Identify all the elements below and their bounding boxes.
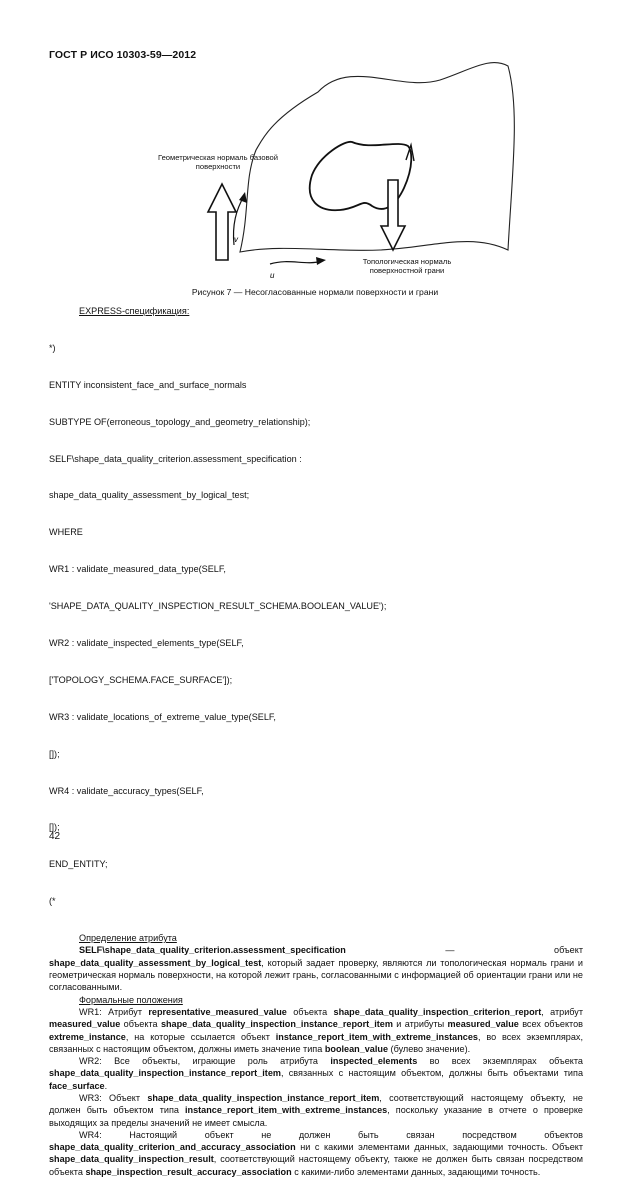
code-line: WHERE [49, 527, 83, 538]
code-line: END_ENTITY; [49, 859, 108, 870]
code-line: []); [49, 822, 60, 833]
rule-wr3: WR3: Объект shape_data_quality_inspection_instance_report_item, соответствующий настоящему объекту, не должен быть объектом типа instance_report_item_with_extreme_instances, поскольку указание в отчете о проверке выходящих за пределы значений не имеет смысла. [49, 1093, 583, 1128]
code-line: WR2 : validate_inspected_elements_type(SELF, [49, 638, 244, 649]
code-line: ENTITY inconsistent_face_and_surface_normals [49, 379, 247, 390]
geometric-normal-label: Геометрическая нормаль базовой поверхности [157, 153, 279, 171]
attribute-definition: SELF\shape_data_quality_criterion.assessment_specification — объект shape_data_quality_assessment_by_logical_test, который задает проверку, являются ли топологическая нормаль грани и геометрическая нормаль поверхности, на которой лежит грань, согласованными с информацией об ориентации грани или не согласованными. [49, 945, 583, 993]
u-axis-label: u [270, 271, 275, 280]
u-direction-curve [270, 261, 322, 264]
code-line: SELF\shape_data_quality_criterion.assessment_specification : [49, 453, 302, 464]
code-line: (* [49, 896, 56, 907]
code-line: 'SHAPE_DATA_QUALITY_INSPECTION_RESULT_SCHEMA.BOOLEAN_VALUE'); [49, 601, 387, 612]
topological-normal-label: Топологическая нормаль поверхностной грани [362, 257, 452, 275]
express-heading: EXPRESS-спецификация: [79, 306, 190, 316]
v-axis-label: v [234, 235, 238, 244]
code-line: WR1 : validate_measured_data_type(SELF, [49, 564, 226, 575]
document-header: ГОСТ Р ИСО 10303-59—2012 [49, 49, 197, 61]
page-number: 42 [49, 831, 61, 842]
rule-wr4: WR4: Настоящий объект не должен быть связан посредством объектов shape_data_quality_criterion_and_accuracy_association ни с какими элементами данных, задающими точность. Объект shape_data_quality_inspection_result, соответствующий настоящему объекту, также не должен быть связан посредством объекта shape_inspection_result_accuracy_association с какими-либо элементами данных, задающими точность. [49, 1129, 583, 1177]
rule-wr2: WR2: Все объекты, играющие роль атрибута inspected_elements во всех экземплярах объекта shape_data_quality_inspection_instance_report_item, связанных с настоящим объектом, должны быть объектами типа face_surface. [49, 1056, 583, 1091]
attribute-heading: Определение атрибута [79, 933, 177, 944]
document-body [49, 305, 583, 1178]
code-line: WR3 : validate_locations_of_extreme_value_type(SELF, [49, 711, 276, 722]
code-line: *) [49, 342, 56, 353]
code-line: ['TOPOLOGY_SCHEMA.FACE_SURFACE']); [49, 674, 233, 685]
loop-direction-arrow [406, 145, 414, 161]
v-arrowhead [239, 192, 247, 203]
code-line: SUBTYPE OF(erroneous_topology_and_geometry_relationship); [49, 416, 311, 427]
code-line: []); [49, 748, 60, 759]
rules-heading: Формальные положения [79, 994, 183, 1005]
figure-caption: Рисунок 7 — Несогласованные нормали поверхности и грани [191, 287, 439, 297]
code-line: WR4 : validate_accuracy_types(SELF, [49, 785, 204, 796]
code-line: shape_data_quality_assessment_by_logical_test; [49, 490, 250, 501]
geometric-normal-arrow [208, 184, 236, 260]
figure-7-diagram [0, 0, 630, 300]
express-code [49, 317, 583, 932]
u-arrowhead [316, 257, 326, 265]
rule-wr1: WR1: Атрибут representative_measured_value объекта shape_data_quality_inspection_criterion_report, атрибут measured_value объекта shape_data_quality_inspection_instance_report_item и атрибуты measured_value всех объектов extreme_instance, на которые ссылается объект instance_report_item_with_extreme_instances, во всех экземплярах, связанных с настоящим объектом, должны иметь значение типа boolean_value (булево значение). [49, 1006, 584, 1054]
topological-normal-arrow [381, 180, 405, 250]
